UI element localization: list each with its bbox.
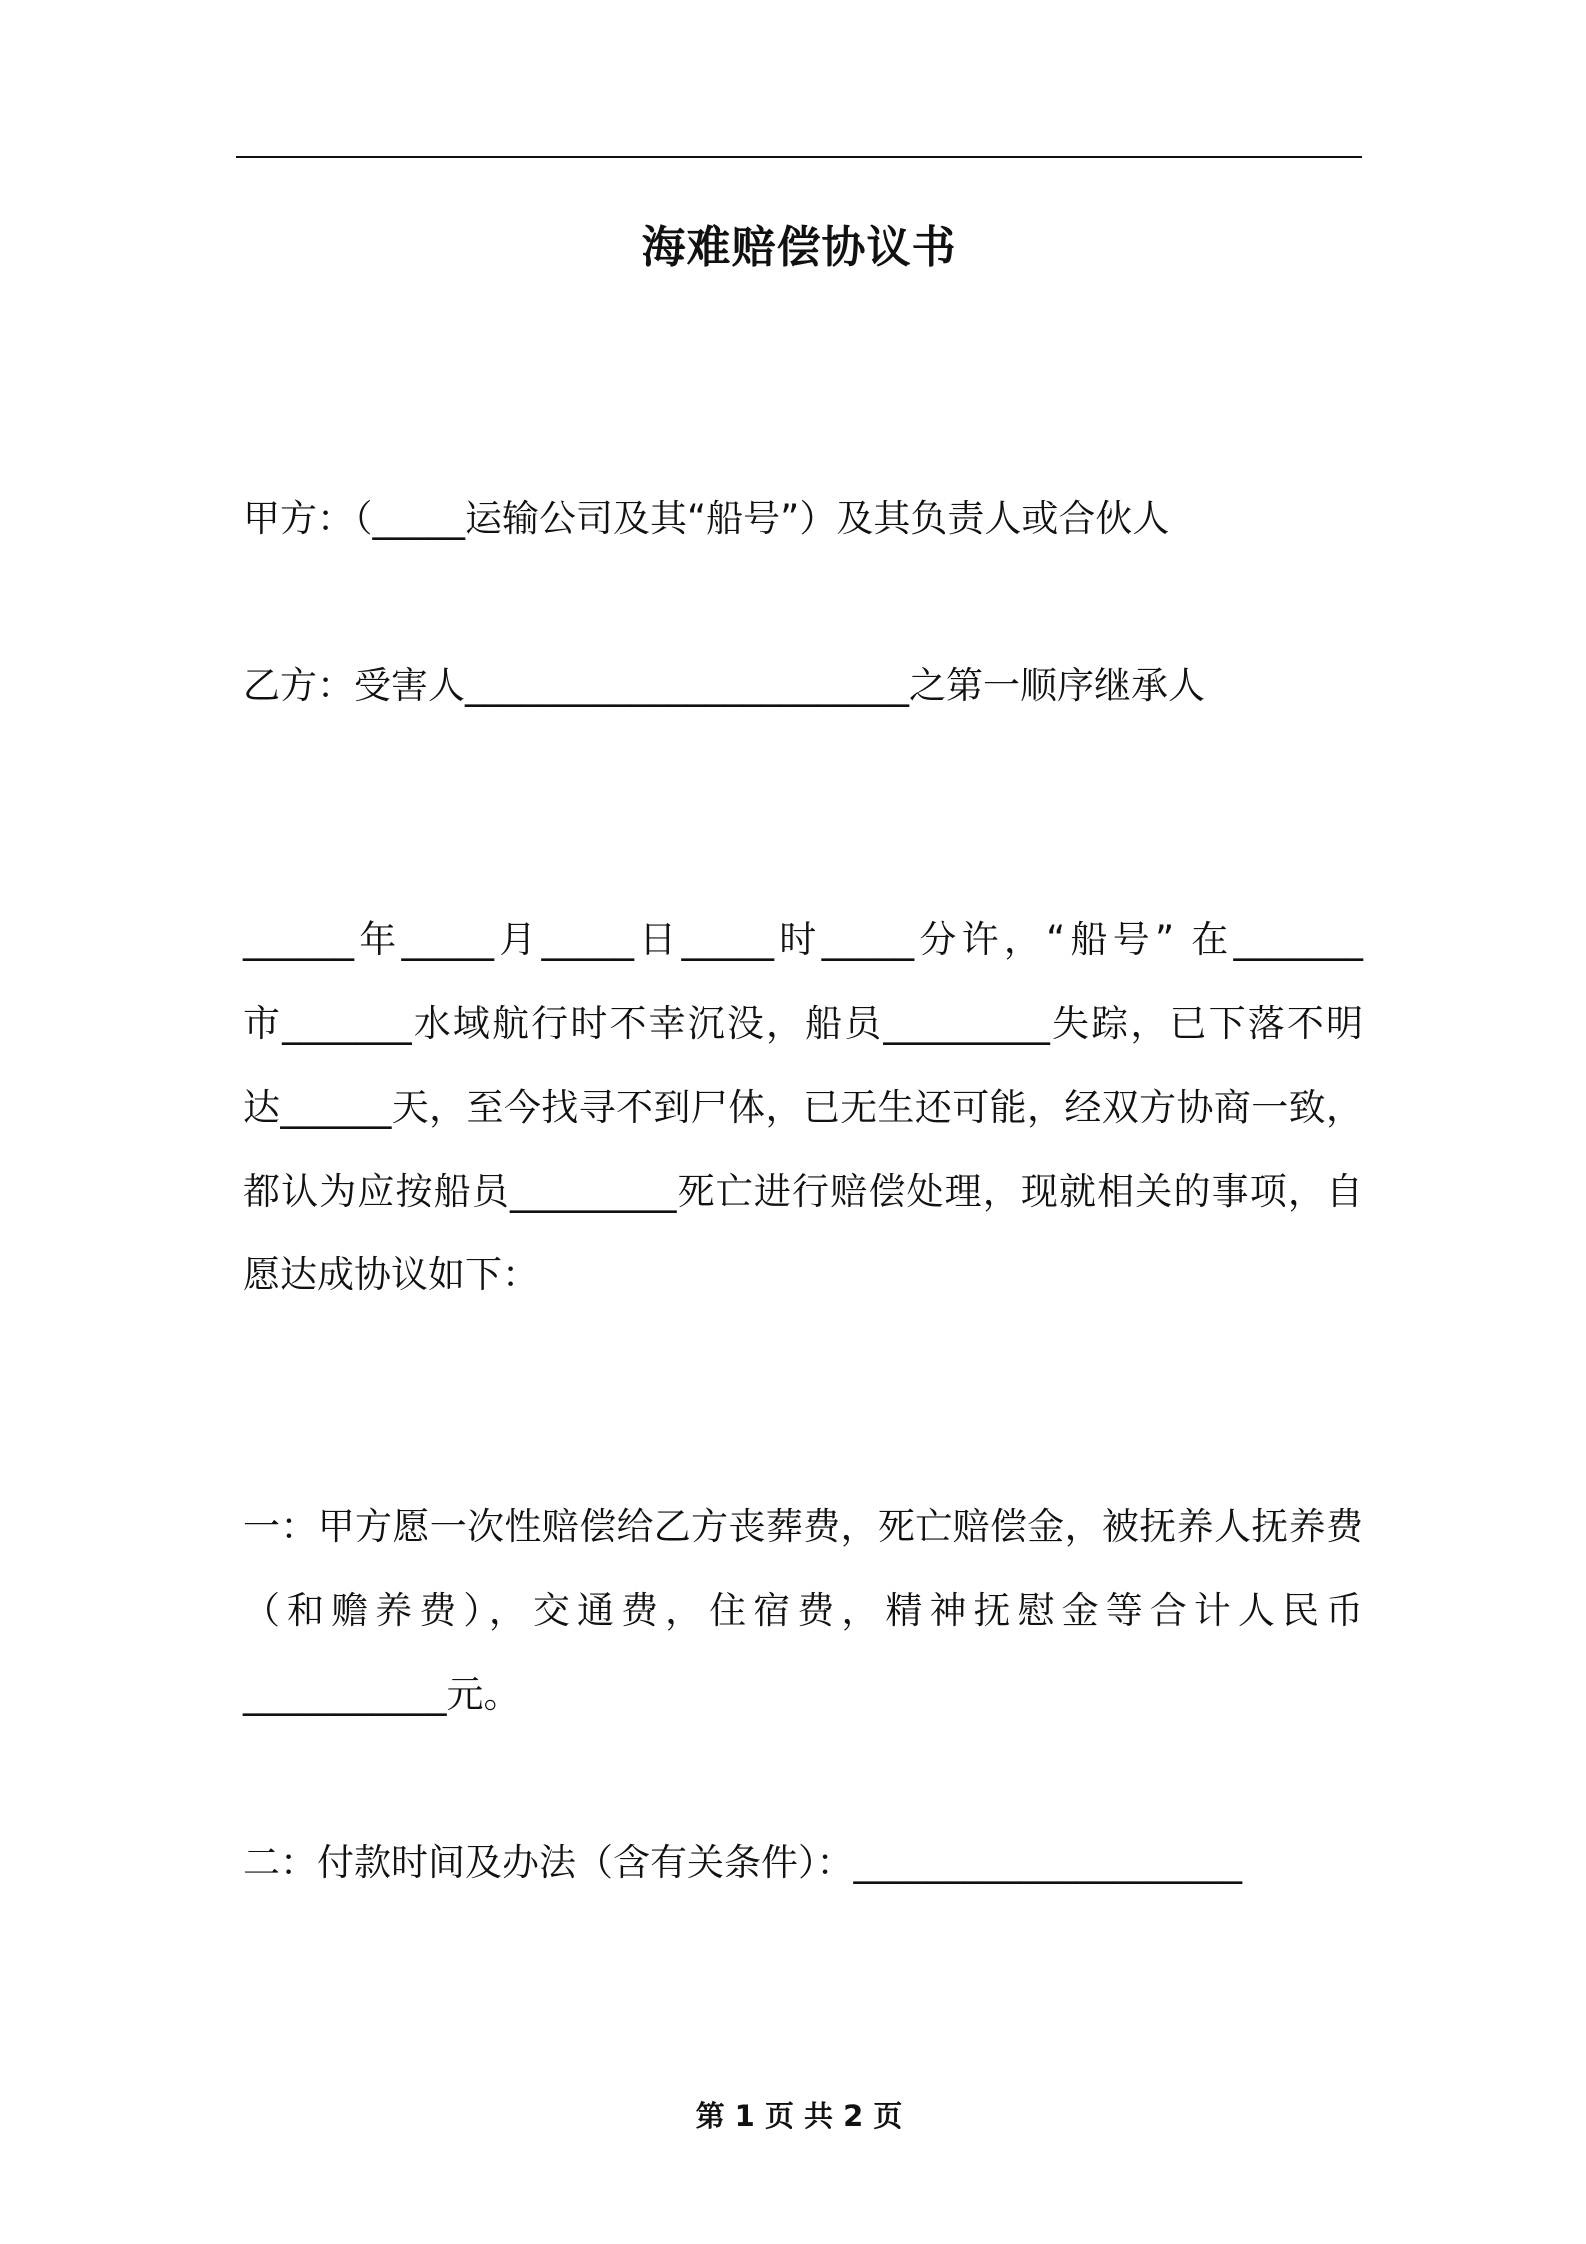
party-b-line: 乙方：受害人________________________之第一顺序继承人 [243,664,1205,707]
intro-line-2: 市_______水域航行时不幸沉没，船员_________失踪，已下落不明 [243,1002,1363,1045]
intro-line-4: 都认为应按船员_________死亡进行赔偿处理，现就相关的事项，自 [243,1170,1363,1213]
page-footer: 第 1 页 共 2 页 [695,2099,903,2133]
intro-line-3: 达______天，至今找寻不到尸体，已无生还可能，经双方协商一致， [243,1086,1363,1129]
header-rule [236,156,1362,158]
party-a-line: 甲方：（_____运输公司及其“船号”）及其负责人或合伙人 [243,497,1170,540]
clause-one-line-1: 一：甲方愿一次性赔偿给乙方丧葬费，死亡赔偿金，被抚养人抚养费 [243,1505,1363,1548]
clause-two-line: 二：付款时间及办法（含有关条件）：_____________________ [243,1841,1242,1884]
document-title: 海难赔偿协议书 [641,222,957,273]
intro-line-1: ______年_____月_____日_____时_____分许，“船号” 在_______ [243,918,1363,961]
clause-one-line-3: ___________元。 [243,1673,521,1716]
intro-line-5: 愿达成协议如下： [243,1253,539,1296]
clause-one-line-2: （和赡养费），交通费，住宿费，精神抚慰金等合计人民币 [243,1589,1363,1632]
